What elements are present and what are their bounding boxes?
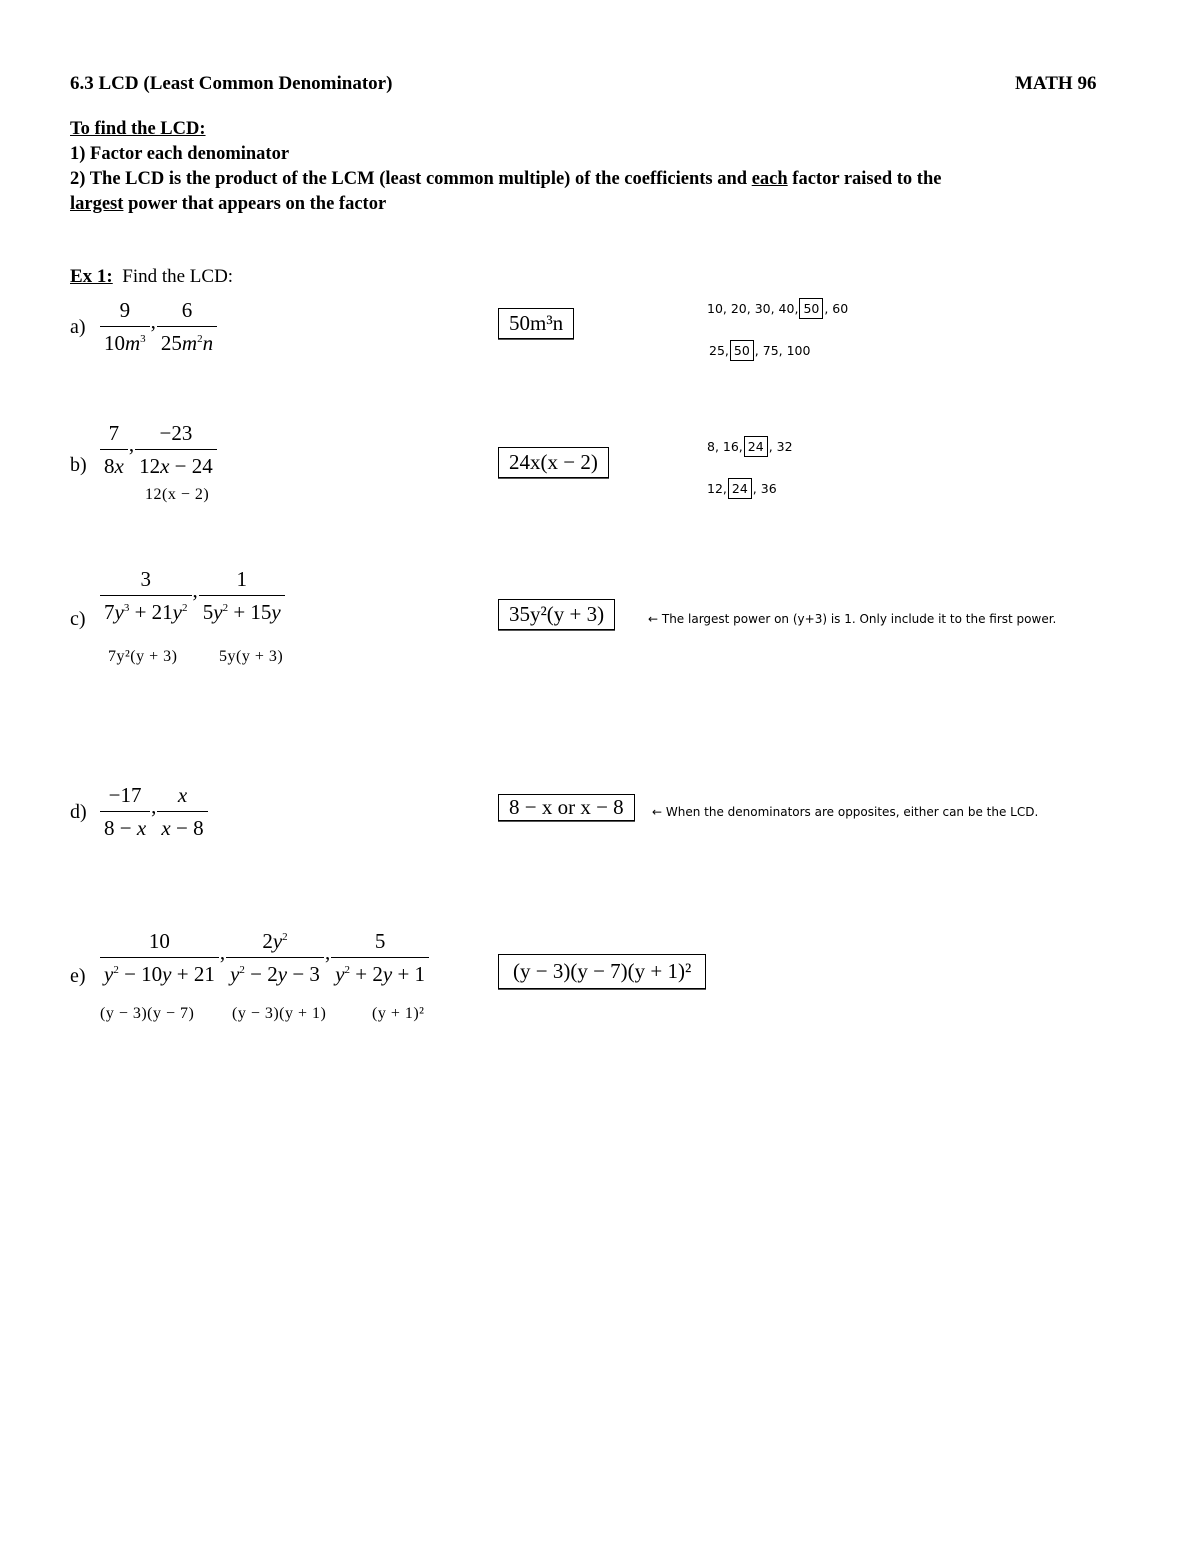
emphasis-each: each	[751, 169, 788, 189]
example-prompt: Find the LCD:	[122, 266, 234, 287]
problem-e-factored-3: (y + 1)²	[372, 1005, 425, 1022]
problem-e-label: e)	[70, 965, 86, 987]
problem-a-answer: 50m³n	[498, 308, 574, 339]
problem-b-multiples-2: 12, 24 , 36	[707, 478, 777, 499]
problem-a-multiples-1: 10, 20, 30, 40, 50 , 60	[707, 298, 848, 319]
page-title: 6.3 LCD (Least Common Denominator)	[70, 73, 393, 94]
example-label: Ex 1:	[70, 266, 113, 287]
problem-e-factored-2: (y − 3)(y + 1)	[232, 1005, 327, 1022]
course-label: MATH 96	[1015, 73, 1097, 94]
rule-step-2-cont: largest power that appears on the factor	[70, 194, 387, 214]
problem-b-expression: $\frac{7}{8x}$ , $\frac{-23}{12x - 24}$	[100, 421, 217, 479]
problem-d-expression: $\frac{-17}{8 - x}$ , $\frac{x}{x - 8}$	[100, 783, 208, 841]
problem-e-factored-1: (y − 3)(y − 7)	[100, 1005, 195, 1022]
problem-c-expression: $\frac{3}{7y^3 + 21y^2}$ , $\frac{1}{5y^2 + 15y}$	[100, 567, 285, 625]
emphasis-largest: largest	[70, 194, 124, 214]
problem-c-factored-2: 5y(y + 3)	[219, 648, 284, 665]
rule-step-2: 2) The LCD is the product of the LCM (least common multiple) of the coefficients and each factor raised to the	[70, 169, 942, 189]
problem-b-label: b)	[70, 454, 87, 476]
problem-d-note: ← When the denominators are opposites, either can be the LCD.	[652, 805, 1039, 819]
problem-a-expression: $\frac{9}{10m^3}$ , $\frac{6}{25m^2n}$	[100, 298, 217, 356]
problem-b-factored: 12(x − 2)	[145, 486, 210, 503]
problem-c-note: ← The largest power on (y+3) is 1. Only include it to the first power.	[648, 612, 1057, 626]
rule-step-1: 1) Factor each denominator	[70, 144, 290, 164]
problem-d-label: d)	[70, 801, 87, 823]
problem-c-factored-1: 7y²(y + 3)	[108, 648, 178, 665]
problem-a-label: a)	[70, 316, 86, 338]
problem-e-answer: (y − 3)(y − 7)(y + 1)²	[498, 954, 706, 989]
problem-c-label: c)	[70, 608, 86, 630]
problem-c-answer: 35y²(y + 3)	[498, 599, 615, 630]
problem-d-answer: 8 − x or x − 8	[498, 794, 635, 821]
problem-e-expression: $\frac{10}{y^2 - 10y + 21}$ , $\frac{2y^2}{y^2 - 2y - 3}$ , $\frac{5}{y^2 + 2y + 1}$	[100, 929, 429, 987]
problem-b-answer: 24x(x − 2)	[498, 447, 609, 478]
rules-heading: To find the LCD:	[70, 119, 206, 139]
example-heading	[70, 266, 233, 288]
problem-a-multiples-2: 25, 50 , 75, 100	[709, 340, 810, 361]
rules-block	[70, 117, 941, 217]
problem-b-multiples-1: 8, 16, 24 , 32	[707, 436, 793, 457]
